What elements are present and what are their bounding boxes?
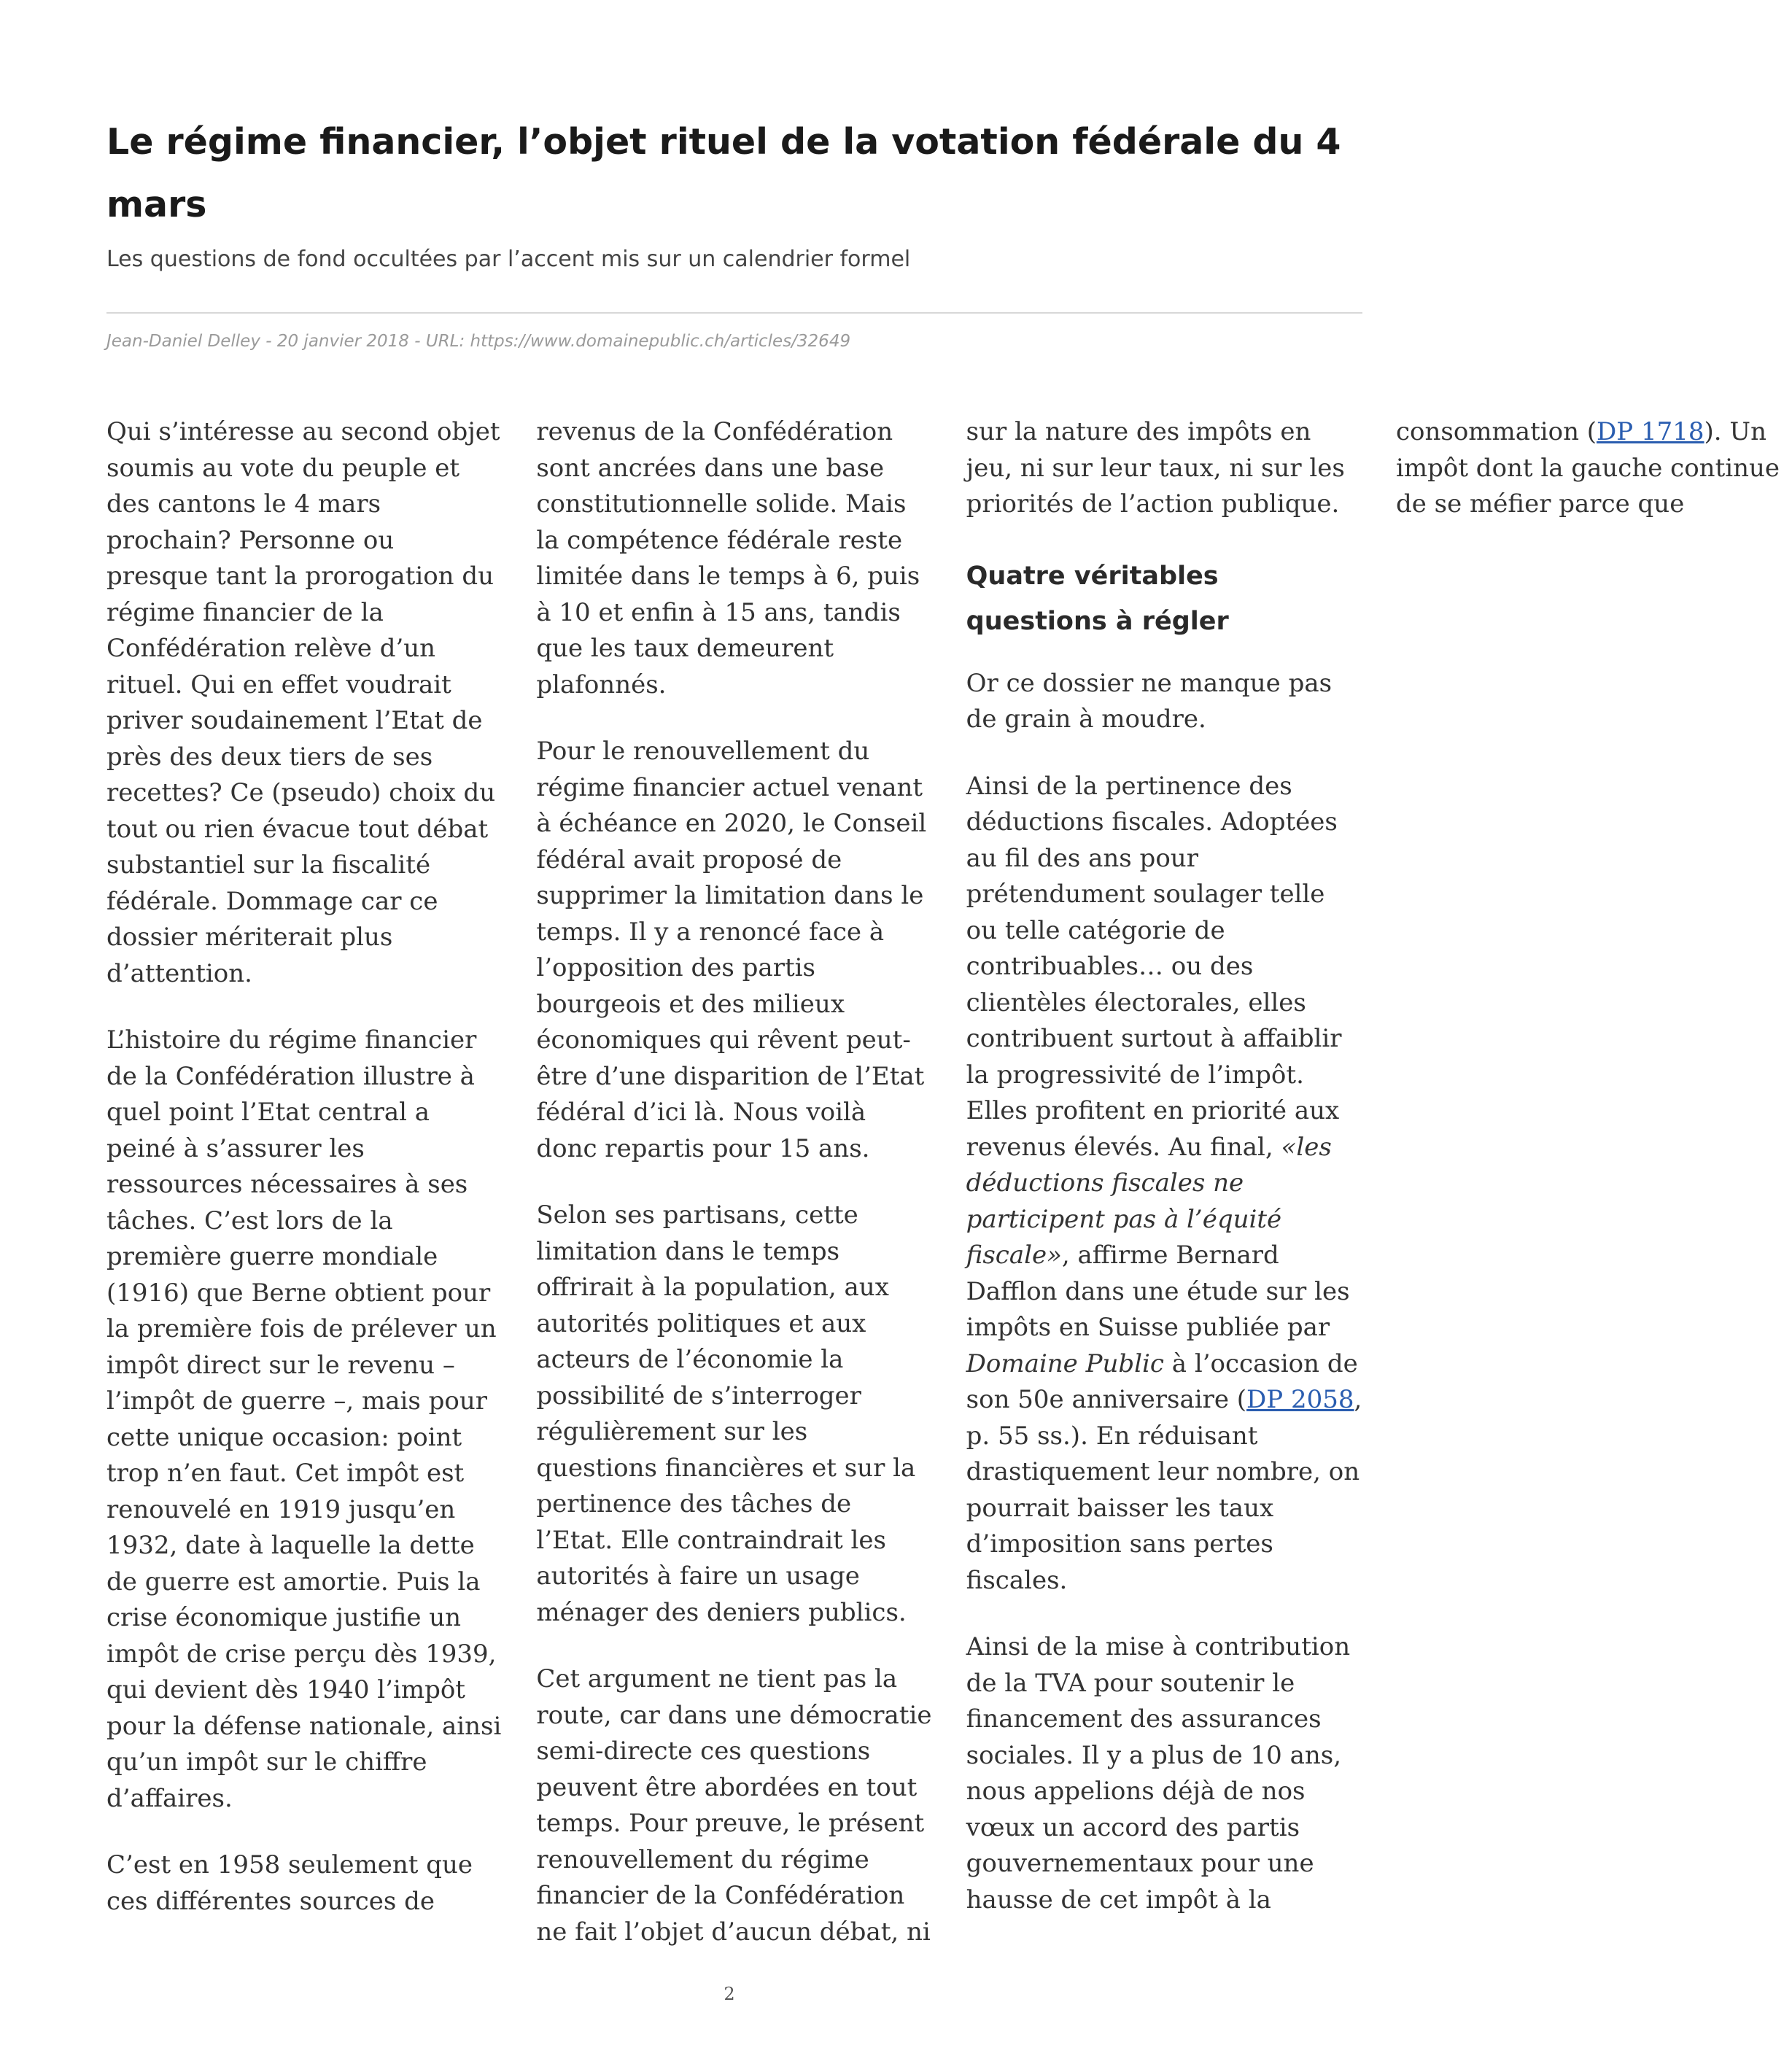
dp-1718-link[interactable]: DP 1718 <box>1597 417 1704 446</box>
paragraph-5: Selon ses partisans, cette limitation dans le temps offrirait à la population, aux autorités politiques et aux acteurs de l’économie la possibilité de s’interroger régulièrement sur les questions financières et sur la pertinence des tâches de l’Etat. Elle contraindrait les autorités à faire un usage ménager des deniers publics. <box>536 1200 916 1627</box>
paragraph-4: Pour le renouvellement du régime financier actuel venant à échéance en 2020, le Conseil fédéral avait proposé de supprimer la limitation dans le temps. Il y a renoncé face à l’opposition des partis bourgeois et des milieux économiques qui rêvent peut-être d’une disparition de l’Etat fédéral d’ici là. Nous voilà donc repartis pour 15 ans. <box>536 737 927 1163</box>
article-byline: Jean-Daniel Delley - 20 janvier 2018 - URL: https://www.domainepublic.ch/articles/32649 <box>106 332 851 351</box>
paragraph-8-text-d: , p. 55 ss.). En réduisant drastiquement leur nombre, on pourrait baisser les taux d’imposition sans pertes fiscales. <box>966 1385 1362 1595</box>
paragraph-8-text-a: Ainsi de la pertinence des déductions fiscales. Adoptées au fil des ans pour prétendument soulager telle ou telle catégorie de contribuables… ou des clientèles électorales, elles contribuent surtout à affaiblir la progressivité de l’impôt. Elles profitent en priorité aux revenus élevés. Au final, <box>966 771 1342 1162</box>
header-divider <box>106 312 1362 314</box>
paragraph-8 <box>966 769 1362 1599</box>
paragraph-9-text-a: Ainsi de la mise à contribution de la TVA pour soutenir le financement des assurances sociales. Il y a plus de 10 ans, nous appelions déjà de nos vœux un accord des partis gouvernementaux pour une hausse de cet impôt à la consommation ( <box>966 417 1597 1914</box>
section-heading: Quatre véritables questions à régler <box>966 561 1229 636</box>
article-subtitle: Les questions de fond occultées par l’accent mis sur un calendrier formel <box>106 247 911 272</box>
quote-text: «les déductions fiscales ne participent pas à l’équité fiscale» <box>966 1132 1332 1270</box>
publication-name: Domaine Public <box>966 1349 1164 1378</box>
dp-2058-link[interactable]: DP 2058 <box>1246 1385 1354 1414</box>
paragraph-9-text-b: ). Un impôt dont la gauche continue de se méfier parce que <box>1395 417 1780 519</box>
page-number: 2 <box>724 1984 735 2004</box>
paragraph-6: Cet argument ne tient pas la route, car dans une démocratie semi-directe ces questions peuvent être abordées en tout temps. Pour preuve, le présent renouvellement du régime financier de la Confédération ne fait l’objet d’aucun débat, ni sur la nature des impôts en jeu, ni sur leur taux, ni sur les priorités de l’action publique. <box>536 417 1345 1947</box>
article-body <box>106 414 1780 1953</box>
paragraph-8-text-c: à l’occasion de son 50e anniversaire ( <box>966 1349 1358 1414</box>
paragraph-3: C’est en 1958 seulement que ces différentes sources de revenus de la Confédération sont ancrées dans une base constitutionnelle solide. Mais la compétence fédérale reste limitée dans le temps à 6, puis à 10 et enfin à 15 ans, tandis que les taux demeurent plafonnés. <box>106 417 920 1916</box>
paragraph-8-text-b: , affirme Bernard Dafflon dans une étude sur les impôts en Suisse publiée par <box>966 1241 1350 1342</box>
paragraph-1: Qui s’intéresse au second objet soumis au vote du peuple et des cantons le 4 mars prochain? Personne ou presque tant la prorogation du régime financier de la Confédération relève d’un rituel. Qui en effet voudrait priver soudainement l’Etat de près des deux tiers de ses recettes? Ce (pseudo) choix du tout ou rien évacue tout débat substantiel sur la fiscalité fédérale. Dommage car ce dossier mériterait plus d’attention. <box>106 417 500 988</box>
paragraph-7: Or ce dossier ne manque pas de grain à moudre. <box>966 668 1333 734</box>
article-title: Le régime financier, l’objet rituel de la votation fédérale du 4 mars <box>106 121 1341 225</box>
paragraph-2: L’histoire du régime financier de la Confédération illustre à quel point l’Etat central a peiné à s’assurer les ressources nécessaires à ses tâches. C’est lors de la première guerre mondiale (1916) que Berne obtient pour la première fois de prélever un impôt direct sur le revenu – l’impôt de guerre –, mais pour cette unique occasion: point trop n’en faut. Cet impôt est renouvelé en 1919 jusqu’en 1932, date à laquelle la dette de guerre est amortie. Puis la crise économique justifie un impôt de crise perçu dès 1939, qui devient dès 1940 l’impôt pour la défense nationale, ainsi qu’un impôt sur le chiffre d’affaires. <box>106 1025 502 1813</box>
